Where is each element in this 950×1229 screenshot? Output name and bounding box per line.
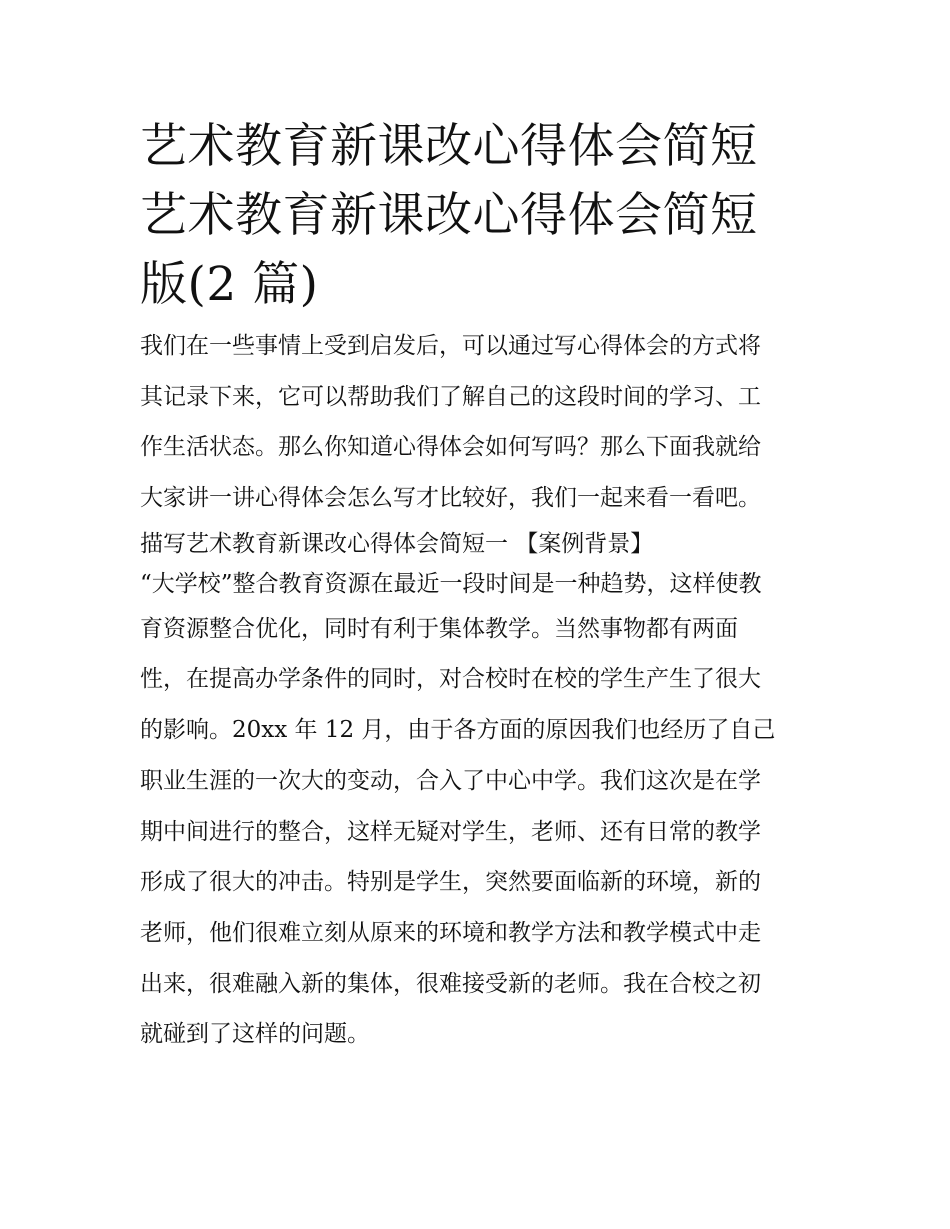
document-content [140,112,815,1060]
text-line: 老师，他们很难立刻从原来的环境和教学方法和教学模式中走 [140,919,761,946]
title-line: 艺术教育新课改心得体会简短 [140,119,758,174]
text-line: 作生活状态。那么你知道心得体会如何写吗？那么下面我就给 [140,434,761,461]
text-line: 职业生涯的一次大的变动，合入了中心中学。我们这次是在学 [140,767,761,794]
title-line: 版(2 篇) [140,257,319,312]
text-line: 大家讲一讲心得体会怎么写才比较好，我们一起来看一看吧。 [140,485,761,512]
text-line: 描写艺术教育新课改心得体会简短一 【案例背景】 [140,530,654,557]
section-heading [140,524,815,564]
text-line: 出来，很难融入新的集体，很难接受新的老师。我在合校之初 [140,970,761,997]
text-line: 的影响。20xx 年 12 月，由于各方面的原因我们也经历了自己 [140,717,776,744]
document-title [140,112,815,319]
document-body [140,321,815,1060]
intro-paragraph [140,321,815,524]
text-line: 就碰到了这样的问题。 [140,1021,370,1048]
text-line: “大学校”整合教育资源在最近一段时间是一种趋势，这样使教 [140,570,762,597]
case-background-paragraph [140,564,815,1060]
text-line: 其记录下来，它可以帮助我们了解自己的这段时间的学习、工 [140,383,761,410]
text-line: 育资源整合优化，同时有利于集体教学。当然事物都有两面 [140,615,738,642]
title-line: 艺术教育新课改心得体会简短 [140,188,758,243]
text-line: 性，在提高办学条件的同时，对合校时在校的学生产生了很大 [140,666,761,693]
text-line: 期中间进行的整合，这样无疑对学生，老师、还有日常的教学 [140,818,761,845]
text-line: 形成了很大的冲击。特别是学生，突然要面临新的环境，新的 [140,869,761,896]
text-line: 我们在一些事情上受到启发后，可以通过写心得体会的方式将 [140,333,761,359]
